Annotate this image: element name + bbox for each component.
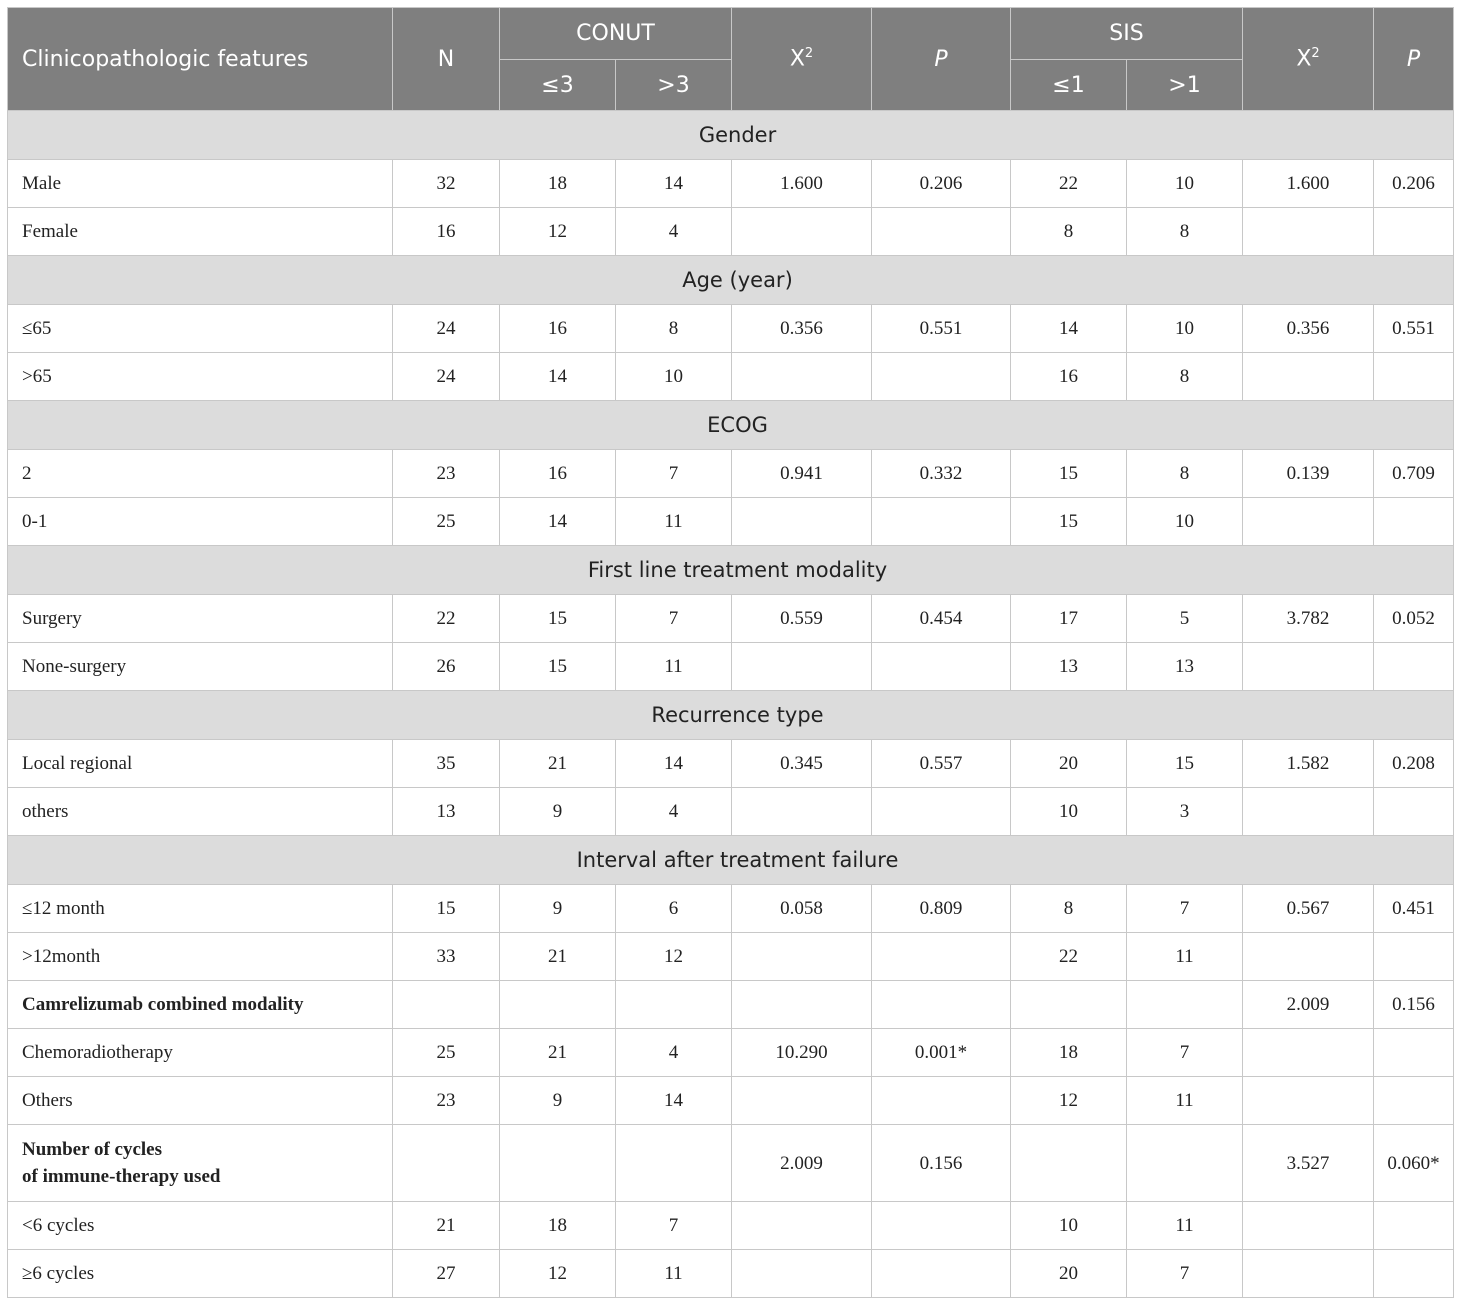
cell: 35 (393, 740, 500, 788)
section-gender: Gender (8, 111, 1454, 160)
cell (732, 1250, 872, 1298)
row-label-cycles: Number of cycles of immune-therapy used (8, 1125, 393, 1202)
cell: 2.009 (732, 1125, 872, 1202)
table-row (8, 305, 1454, 353)
cell (1011, 1125, 1127, 1202)
cell (732, 788, 872, 836)
cell: 0.345 (732, 740, 872, 788)
cell: 25 (393, 498, 500, 546)
cell: 0.567 (1243, 885, 1374, 933)
cell (1374, 933, 1454, 981)
cell (1243, 788, 1374, 836)
cell: 0.559 (732, 595, 872, 643)
cell: 7 (616, 1202, 732, 1250)
cell (1374, 1077, 1454, 1125)
cell: 9 (500, 1077, 616, 1125)
cell: 12 (500, 1250, 616, 1298)
cell: 10 (1127, 160, 1243, 208)
cell: 0.451 (1374, 885, 1454, 933)
cell: 0.052 (1374, 595, 1454, 643)
header-conut-low: ≤3 (500, 60, 616, 111)
cell: 12 (500, 208, 616, 256)
cell (732, 1202, 872, 1250)
cell (1374, 1250, 1454, 1298)
cell: 0.557 (872, 740, 1011, 788)
table-row (8, 1077, 1454, 1125)
cell: 0.156 (1374, 981, 1454, 1029)
cell: 1.600 (732, 160, 872, 208)
cell: 0.058 (732, 885, 872, 933)
cell: 0.809 (872, 885, 1011, 933)
table-row (8, 208, 1454, 256)
cell: 18 (500, 1202, 616, 1250)
cell (732, 498, 872, 546)
cell (872, 981, 1011, 1029)
header-conut-high: >3 (616, 60, 732, 111)
cell: 0.356 (732, 305, 872, 353)
cell (500, 1125, 616, 1202)
cell: 0.356 (1243, 305, 1374, 353)
table-row (8, 498, 1454, 546)
cell: 0.001* (872, 1029, 1011, 1077)
cell: 10.290 (732, 1029, 872, 1077)
cell: 8 (1011, 208, 1127, 256)
cell (616, 1125, 732, 1202)
cell (872, 643, 1011, 691)
cell: 11 (616, 1250, 732, 1298)
cell: 5 (1127, 595, 1243, 643)
cell: 15 (1127, 740, 1243, 788)
cell: 16 (500, 450, 616, 498)
cell: 15 (500, 595, 616, 643)
cell: 3 (1127, 788, 1243, 836)
cell: 21 (500, 933, 616, 981)
cell (872, 788, 1011, 836)
row-label: Male (8, 160, 393, 208)
header-conut: CONUT (500, 8, 732, 60)
cell: 11 (616, 498, 732, 546)
cell: 23 (393, 450, 500, 498)
cell: 27 (393, 1250, 500, 1298)
cell (872, 1250, 1011, 1298)
cell (732, 643, 872, 691)
table-row (8, 788, 1454, 836)
cell: 22 (1011, 160, 1127, 208)
header-sis-low: ≤1 (1011, 60, 1127, 111)
table-row (8, 353, 1454, 401)
cell: 18 (500, 160, 616, 208)
section-recurrence: Recurrence type (8, 691, 1454, 740)
cell (732, 1077, 872, 1125)
cell (732, 933, 872, 981)
table-body (8, 111, 1454, 1298)
row-label: ≤12 month (8, 885, 393, 933)
cell: 0.709 (1374, 450, 1454, 498)
table-row (8, 981, 1454, 1029)
cell: 0.551 (1374, 305, 1454, 353)
cell: 0.941 (732, 450, 872, 498)
cell: 7 (616, 450, 732, 498)
cell: 14 (500, 498, 616, 546)
cell (1374, 1029, 1454, 1077)
row-label: others (8, 788, 393, 836)
cell: 4 (616, 1029, 732, 1077)
cell: 0.156 (872, 1125, 1011, 1202)
row-label: 2 (8, 450, 393, 498)
cell: 0.060* (1374, 1125, 1454, 1202)
header-x2-sis: $X^2$ (1243, 8, 1374, 111)
section-age: Age (year) (8, 256, 1454, 305)
cell: 0.206 (872, 160, 1011, 208)
cell: 14 (616, 160, 732, 208)
cell: 11 (1127, 1202, 1243, 1250)
cell (872, 208, 1011, 256)
cell: 20 (1011, 1250, 1127, 1298)
cell: 14 (616, 740, 732, 788)
row-label: >65 (8, 353, 393, 401)
cell: 25 (393, 1029, 500, 1077)
row-label: 0-1 (8, 498, 393, 546)
cell (872, 498, 1011, 546)
cell (1243, 353, 1374, 401)
cell (500, 981, 616, 1029)
table-row (8, 1125, 1454, 1202)
table-row (8, 1202, 1454, 1250)
cell: 10 (1127, 305, 1243, 353)
cell (732, 208, 872, 256)
cell: 8 (1127, 353, 1243, 401)
cell: 24 (393, 353, 500, 401)
header-p-conut: P (872, 8, 1011, 111)
cell: 15 (1011, 450, 1127, 498)
cell: 16 (500, 305, 616, 353)
row-label: Local regional (8, 740, 393, 788)
clinicopathologic-table (7, 7, 1454, 1298)
cell: 14 (500, 353, 616, 401)
cell: 11 (1127, 933, 1243, 981)
cell: 13 (1127, 643, 1243, 691)
cell: 8 (616, 305, 732, 353)
cell: 17 (1011, 595, 1127, 643)
header-x2-conut: $X^2$ (732, 8, 872, 111)
cell: 21 (393, 1202, 500, 1250)
cell: 11 (1127, 1077, 1243, 1125)
cell (732, 981, 872, 1029)
table-row (8, 643, 1454, 691)
cell (1127, 1125, 1243, 1202)
cell: 12 (1011, 1077, 1127, 1125)
cell (1374, 788, 1454, 836)
cell: 16 (393, 208, 500, 256)
row-label: Surgery (8, 595, 393, 643)
cell: 12 (616, 933, 732, 981)
table-row (8, 1250, 1454, 1298)
row-label: None-surgery (8, 643, 393, 691)
cell: 32 (393, 160, 500, 208)
cell: 10 (616, 353, 732, 401)
cell: 7 (1127, 885, 1243, 933)
cell: 13 (1011, 643, 1127, 691)
cell (393, 981, 500, 1029)
cell (872, 353, 1011, 401)
cell: 22 (1011, 933, 1127, 981)
header-features: Clinicopathologic features (8, 8, 393, 111)
cell: 10 (1127, 498, 1243, 546)
cell: 14 (1011, 305, 1127, 353)
cell: 4 (616, 788, 732, 836)
cell: 7 (1127, 1029, 1243, 1077)
cell: 9 (500, 885, 616, 933)
cell (1243, 643, 1374, 691)
cell (872, 1077, 1011, 1125)
cell: 26 (393, 643, 500, 691)
cell: 8 (1127, 450, 1243, 498)
cell (1243, 1029, 1374, 1077)
cell: 24 (393, 305, 500, 353)
cell: 7 (616, 595, 732, 643)
cell: 22 (393, 595, 500, 643)
cell (1374, 1202, 1454, 1250)
cell: 10 (1011, 788, 1127, 836)
cell (616, 981, 732, 1029)
table-row (8, 450, 1454, 498)
cell: 23 (393, 1077, 500, 1125)
table-row (8, 933, 1454, 981)
header-sis-high: >1 (1127, 60, 1243, 111)
cell: 20 (1011, 740, 1127, 788)
cell (1011, 981, 1127, 1029)
cell: 8 (1011, 885, 1127, 933)
cell (872, 1202, 1011, 1250)
cell: 0.551 (872, 305, 1011, 353)
cell: 21 (500, 740, 616, 788)
cell: 4 (616, 208, 732, 256)
table-row (8, 1029, 1454, 1077)
cell (393, 1125, 500, 1202)
cell: 3.782 (1243, 595, 1374, 643)
cell: 0.454 (872, 595, 1011, 643)
section-interval: Interval after treatment failure (8, 836, 1454, 885)
cell (1374, 208, 1454, 256)
cell (1243, 498, 1374, 546)
row-label: Camrelizumab combined modality (8, 981, 393, 1029)
cell: 6 (616, 885, 732, 933)
cell: 0.139 (1243, 450, 1374, 498)
cell (1374, 643, 1454, 691)
cell: 10 (1011, 1202, 1127, 1250)
cell: 15 (393, 885, 500, 933)
cell: 33 (393, 933, 500, 981)
row-label: >12month (8, 933, 393, 981)
cell (1243, 1077, 1374, 1125)
cell: 0.332 (872, 450, 1011, 498)
cell (1243, 208, 1374, 256)
row-label: Others (8, 1077, 393, 1125)
cell: 0.208 (1374, 740, 1454, 788)
cell: 1.582 (1243, 740, 1374, 788)
cell (872, 933, 1011, 981)
cell: 16 (1011, 353, 1127, 401)
cell (1243, 1202, 1374, 1250)
cell: 2.009 (1243, 981, 1374, 1029)
row-label: Female (8, 208, 393, 256)
header-p-sis: P (1374, 8, 1454, 111)
cell: 8 (1127, 208, 1243, 256)
cell: 14 (616, 1077, 732, 1125)
table-header (8, 8, 1454, 111)
cell: 3.527 (1243, 1125, 1374, 1202)
table-row (8, 885, 1454, 933)
cell (1374, 498, 1454, 546)
cell: 11 (616, 643, 732, 691)
cell: 0.206 (1374, 160, 1454, 208)
cell: 15 (500, 643, 616, 691)
section-ecog: ECOG (8, 401, 1454, 450)
cell (1243, 933, 1374, 981)
cell: 18 (1011, 1029, 1127, 1077)
cell (732, 353, 872, 401)
table-row (8, 740, 1454, 788)
cell: 9 (500, 788, 616, 836)
row-label: <6 cycles (8, 1202, 393, 1250)
row-label: Chemoradiotherapy (8, 1029, 393, 1077)
table-row (8, 595, 1454, 643)
cell (1127, 981, 1243, 1029)
cell (1243, 1250, 1374, 1298)
section-first-line: First line treatment modality (8, 546, 1454, 595)
cell: 7 (1127, 1250, 1243, 1298)
cell: 13 (393, 788, 500, 836)
cell: 15 (1011, 498, 1127, 546)
header-sis: SIS (1011, 8, 1243, 60)
header-n: N (393, 8, 500, 111)
cell (1374, 353, 1454, 401)
row-label: ≥6 cycles (8, 1250, 393, 1298)
cell: 1.600 (1243, 160, 1374, 208)
row-label: ≤65 (8, 305, 393, 353)
cell: 21 (500, 1029, 616, 1077)
table-row (8, 160, 1454, 208)
